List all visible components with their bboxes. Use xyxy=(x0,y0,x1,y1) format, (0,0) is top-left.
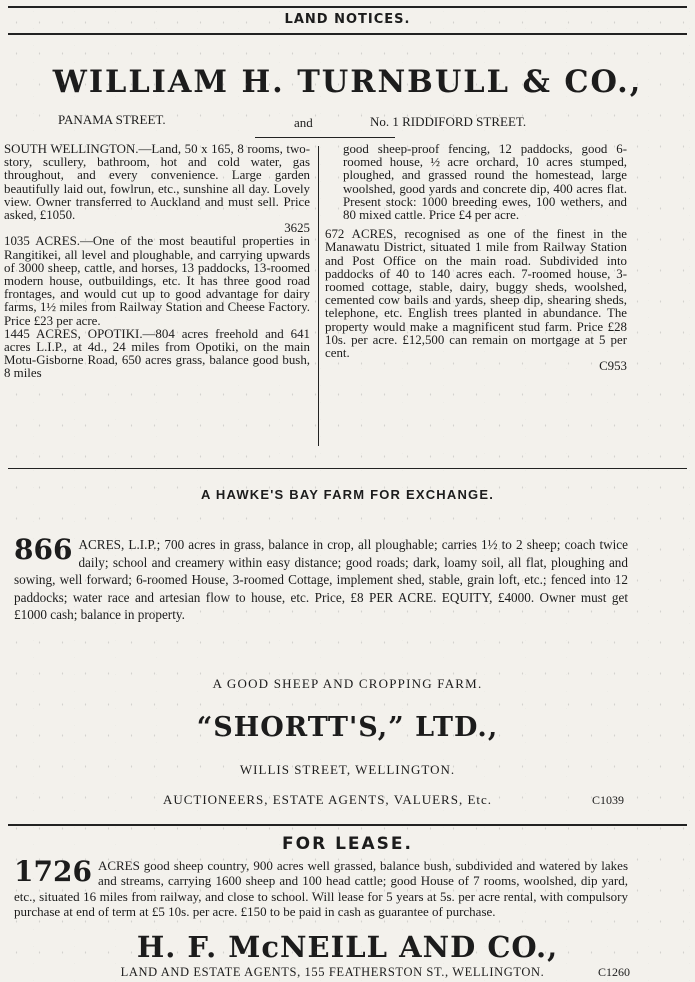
lease-listing xyxy=(14,855,628,920)
header-rule xyxy=(8,33,687,35)
listing-672-acres: 672 ACRES, recognised as one of the finest in the Manawatu District, situated 1 mile from Railway Station and Post Office on the main road. Subdivided into paddocks of 40 to 140 acres each. 7-roomed house, 3-roomed cottage, stable, dairy, buggy sheds, woolshed, cemented cow bails and yards, sheep dip, shearing sheds, telephone, etc. English trees planted in abundance. The property would make a magnificent stud farm. Price £28 10s. per acre. £12,500 can remain on mortgage at 5 per cent. xyxy=(325,227,627,361)
acre-count: 1726 xyxy=(14,855,92,888)
column-divider xyxy=(318,146,319,446)
turnbull-firm-name: WILLIAM H. TURNBULL & CO., xyxy=(52,64,643,100)
listing-text: ACRES good sheep country, 900 acres well grassed, balance bush, subdivided and watered by lakes and streams, carrying 1600 sheep and 100 head cattle; good House of 7 rooms, woolshed, dip yard, etc., situated 16 miles from railway, and close to school. Will lease for 5 years at 5s. per acre rental, with compulsory purchase at end of term at £5 10s. per acre. £150 to be paid in cash as guarantee of purchase. xyxy=(14,858,628,920)
listing-ref: C953 xyxy=(599,359,627,374)
listing-1445-acres: 1445 ACRES, OPOTIKI.—804 acres freehold and 641 acres L.I.P., at 4d., 24 miles from Opotiki, on the main Motu-Gisborne Road, 650 acres grass, balance good bush, 8 miles xyxy=(4,326,310,381)
listing-continued: good sheep-proof fencing, 12 paddocks, good 6-roomed house, ½ acre orchard, 10 acres stumped, ploughed, and grassed round the homestead, large woolshed, good yards and concrete dip, 400 acres flat. Present stock: 1000 breeding ewes, 100 wethers, and 80 mixed cattle. Price £4 per acre. xyxy=(343,142,627,223)
mcneill-address: LAND AND ESTATE AGENTS, 155 FEATHERSTON ST., WELLINGTON. xyxy=(120,965,545,979)
turnbull-bottom-rule xyxy=(8,468,687,469)
turnbull-column-left xyxy=(4,143,310,381)
turnbull-column-right xyxy=(325,143,627,373)
listing-text: ACRES, L.I.P.; 700 acres in grass, balance in crop, all ploughable; carries 1½ to 2 sheep; coach twice daily; school and creamery within easy distance; good roads; dark, loamy soil, all flat, ploughing and sowing, well forward; 6-roomed House, 3-roomed Cottage, implement shed, stable, grain loft, etc.; fenced into 12 paddocks; water race and artesian flow to house, etc. Price, £8 PER ACRE. EQUITY, £4000. Owner must get £1000 cash; balance in property. xyxy=(14,537,628,623)
shortts-trades: AUCTIONEERS, ESTATE AGENTS, VALUERS, Etc. xyxy=(162,792,493,807)
acre-count: 866 xyxy=(14,533,73,566)
listing-south-wellington: SOUTH WELLINGTON.—Land, 50 x 165, 8 rooms, two-story, scullery, bathroom, hot and cold water, gas throughout, and every convenience. Large garden beautifully laid out, fowlrun, etc., sunshine all day. Lovely view. Owner transferred to Auckland and must sell. Price asked, £1050. xyxy=(4,142,310,223)
hawkes-bay-heading: A HAWKE'S BAY FARM FOR EXCHANGE. xyxy=(200,487,495,502)
turnbull-address-right: No. 1 RIDDIFORD STREET. xyxy=(370,114,527,129)
listing-1035-acres: 1035 ACRES.—One of the most beautiful properties in Rangitikei, all level and ploughable, and carrying upwards of 3000 sheep, cattle, and horses, 13 paddocks, 13-roomed modern house, outbuildings, etc. It has three good road frontages, and would cut up to good advantage for dairy farms, 1½ miles from Railway Station and Cheese Factory. Price £23 per acre. xyxy=(4,234,310,328)
lease-heading: FOR LEASE. xyxy=(282,834,413,854)
shortts-bottom-rule xyxy=(8,824,687,826)
shortts-firm-name: “SHORTT'S,” LTD., xyxy=(196,712,499,743)
turnbull-address-left: PANAMA STREET. xyxy=(58,112,166,127)
shortts-address: WILLIS STREET, WELLINGTON. xyxy=(239,762,456,777)
turnbull-address-and: and xyxy=(294,115,313,130)
listing-ref: 3625 xyxy=(284,221,310,236)
page-title: LAND NOTICES. xyxy=(284,12,411,27)
shortts-ref: C1039 xyxy=(592,793,625,807)
cropping-farm-heading: A GOOD SHEEP AND CROPPING FARM. xyxy=(212,676,483,691)
turnbull-address-rule xyxy=(255,137,395,138)
hawkes-bay-listing xyxy=(14,533,628,624)
mcneill-ref: C1260 xyxy=(598,965,631,979)
mcneill-firm-name: H. F. McNEILL AND CO., xyxy=(136,930,559,964)
top-rule xyxy=(8,6,687,8)
